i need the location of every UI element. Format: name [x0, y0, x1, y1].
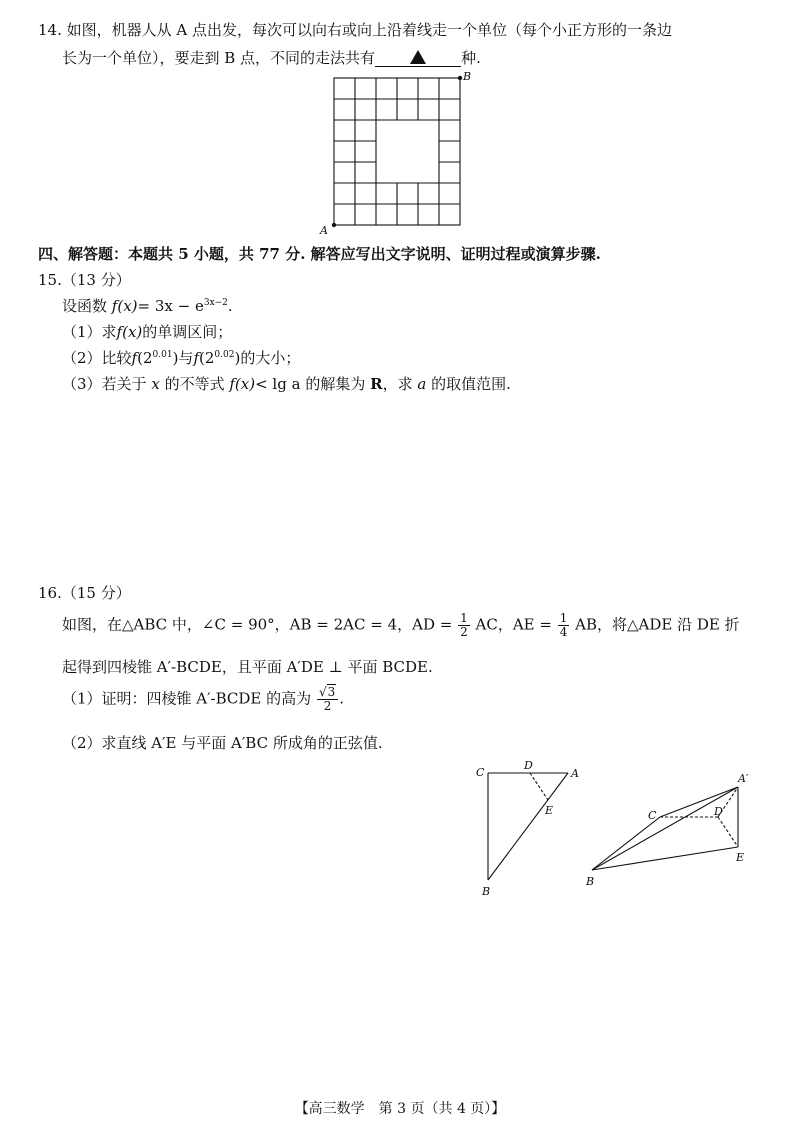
q16-part2: （2）求直线 A′E 与平面 A′BC 所成角的正弦值.	[62, 734, 383, 752]
fraction-half: $\frac{1}{2}$	[460, 611, 468, 639]
q15-part2: （2）比较$f(2^{0.01})$与$f(2^{0.02})$的大小；	[62, 349, 301, 367]
label-a: A	[320, 224, 328, 237]
fig1-label-a: A	[571, 767, 579, 780]
page-footer: 【高三数学 第 3 页（共 4 页）】	[294, 1101, 506, 1117]
label-b: B	[463, 70, 472, 83]
q16-line1: 如图，在△ABC 中，∠C = 90°，AB = 2AC = 4，AD = $\frac{1}{2}$ AC，AE = $\frac{1}{4}$ AB，将△ADE 沿 DE 折	[62, 611, 740, 639]
q14-line2	[62, 47, 481, 68]
triangle-icon	[410, 50, 426, 64]
q15-function: 设函数 $f(x)= 3x - e^{3x-2}$.	[62, 297, 233, 315]
point-a	[332, 223, 336, 227]
grid-figure	[318, 68, 478, 238]
fig2-label-c: C	[648, 809, 657, 822]
fraction-quarter: $\frac{1}{4}$	[559, 611, 568, 639]
q15-part3: （3）若关于 x 的不等式 f(x)< lg a 的解集为 R，求 a 的取值范围.	[62, 375, 511, 393]
q15-part1: （1）求f(x)的单调区间；	[62, 323, 233, 341]
fig1-label-c: C	[476, 766, 485, 779]
fraction-sqrt3-over-2: $\frac{√3}{2}$	[317, 686, 338, 713]
fig2-label-a-prime: A′	[738, 772, 749, 785]
q16-part1: （1）证明：四棱锥 A′-BCDE 的高为 $\frac{√3}{2}$ .	[62, 685, 345, 713]
fig1-label-d: D	[524, 760, 533, 772]
pyramid-figure	[580, 765, 765, 890]
section4-heading: 四、解答题：本题共 5 小题，共 77 分. 解答应写出文字说明、证明过程或演算步骤.	[38, 245, 601, 263]
triangle-figure	[470, 760, 595, 900]
fig2-label-d: D	[714, 805, 723, 818]
fig2-label-e: E	[736, 851, 745, 864]
fig1-label-e: E	[545, 804, 554, 817]
answer-blank	[375, 50, 461, 67]
q16-line2: 起得到四棱锥 A′-BCDE，且平面 A′DE ⊥ 平面 BCDE.	[62, 658, 433, 676]
q15-header: 15.（13 分）	[38, 271, 131, 289]
point-b	[458, 76, 462, 80]
fig1-label-b: B	[482, 885, 491, 898]
q14-line1: 14. 如图，机器人从 A 点出发，每次可以向右或向上沿着线走一个单位（每个小正方形的一条边	[38, 21, 672, 39]
q16-header: 16.（15 分）	[38, 584, 131, 602]
fig2-label-b: B	[586, 875, 595, 888]
q14-line2-post: 种.	[461, 49, 481, 67]
grid-lines	[334, 78, 460, 225]
q14-line2-pre: 长为一个单位），要走到 B 点，不同的走法共有	[62, 49, 376, 67]
